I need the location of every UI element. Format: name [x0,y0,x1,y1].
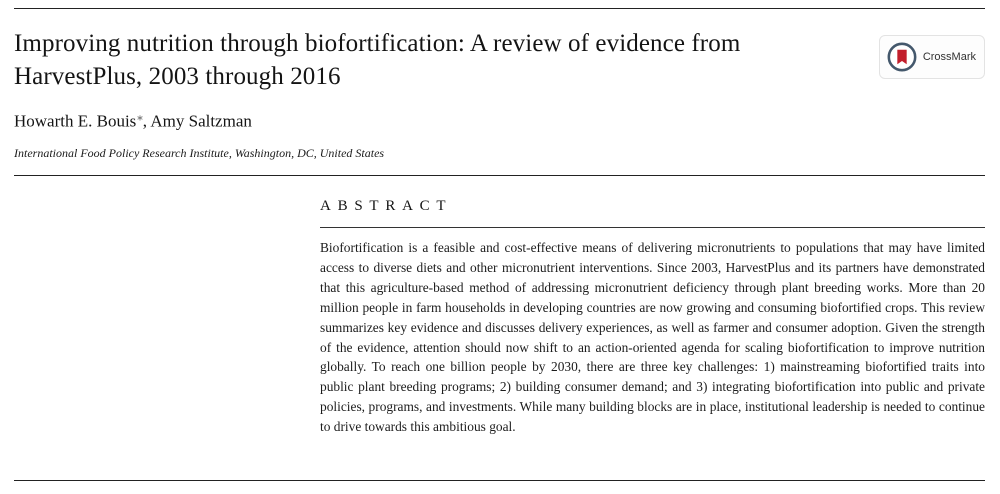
authors-line [14,110,859,132]
abstract-heading: ABSTRACT [320,197,453,214]
article-header [14,9,985,175]
title-block [14,9,879,175]
abstract-text: Biofortification is a feasible and cost-effective means of delivering micronutrients to populations that may have limited access to diverse diets and other micronutrient interventions. Since 2003, HarvestPlus and its partners have demonstrated that this agriculture-based method of addressing micronutrient deficiency through plant breeding works. More than 20 million people in farm households in developing countries are now growing and consuming biofortified crops. This review summarizes key evidence and discusses delivery experiences, as well as farmer and consumer adoption. Given the strength of the evidence, attention should now shift to an action-oriented agenda for scaling biofortification to improve nutrition globally. To reach one billion people by 2030, there are three key challenges: 1) mainstreaming biofortified traits into public plant breeding programs; 2) building consumer demand; and 3) integrating biofortification into public and private policies, programs, and investments. While many building blocks are in place, institutional leadership is needed to continue to drive towards this ambitious goal. [320,239,985,435]
bottom-divider [14,480,985,481]
crossmark-badge[interactable] [879,35,985,79]
corresponding-author-asterisk[interactable]: ⁎ [137,111,143,123]
abstract-divider [320,227,985,228]
author-name-secondary: , Amy Saltzman [142,111,252,131]
affiliation: International Food Policy Research Institute, Washington, DC, United States [14,145,385,160]
page-title: Improving nutrition through biofortification: A review of evidence from HarvestPlus, 2003 through 2016 [14,30,741,90]
crossmark-icon [885,40,919,74]
abstract-column [320,176,985,438]
author-name-primary[interactable]: Howarth E. Bouis [14,111,137,131]
abstract-section [14,176,985,438]
crossmark-label: CrossMark [922,51,976,63]
